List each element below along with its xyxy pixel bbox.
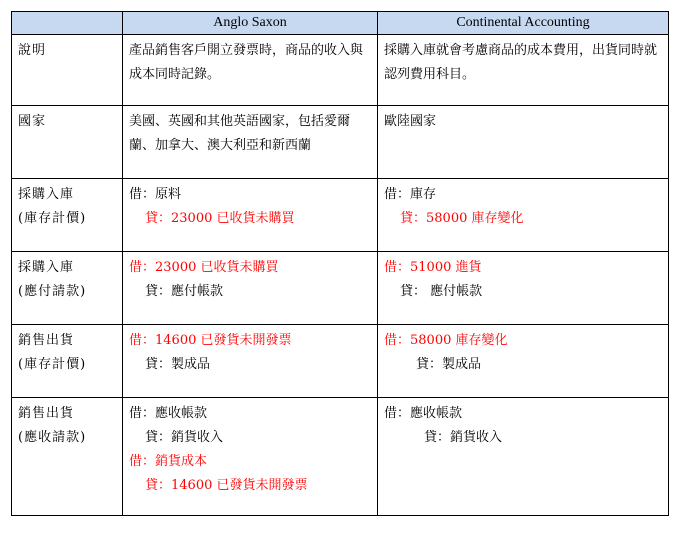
label-line: 採購入庫 <box>18 260 75 275</box>
credit-line: 貸：58000 庫存變化 <box>400 211 524 226</box>
credit-line: 貸：製成品 <box>145 357 211 372</box>
table-row-country <box>12 106 669 179</box>
label-line: 採購入庫 <box>18 187 75 202</box>
credit-line: 貸：應付帳款 <box>145 284 224 299</box>
label-line: (應付請款) <box>18 284 87 299</box>
header-row <box>12 12 669 35</box>
continental-sales-billing-cell <box>378 398 669 516</box>
accounting-comparison-table <box>11 11 669 516</box>
row-label-purchase-payable-billing <box>12 252 123 325</box>
debit-line: 借：14600 已發貨未開發票 <box>129 333 292 348</box>
credit-line: 貸：銷貨收入 <box>424 430 503 445</box>
credit-line: 貸：銷貨收入 <box>145 430 224 445</box>
label-line: 銷售出貨 <box>18 333 75 348</box>
table-row-purchase-payable-billing <box>12 252 669 325</box>
anglo-saxon-country-cell <box>123 106 378 179</box>
label-line: 銷售出貨 <box>18 406 75 421</box>
debit-line: 借：庫存 <box>384 187 437 202</box>
entry-line: 美國、英國和其他英語國家，包括愛爾蘭、加拿大、澳大利亞和新西蘭 <box>129 114 351 153</box>
credit-line: 貸：製成品 <box>416 357 482 372</box>
row-label-purchase-inventory-valuation <box>12 179 123 252</box>
label-line: 說明 <box>18 43 47 58</box>
row-label-sales-receivable-billing <box>12 398 123 516</box>
anglo-saxon-purchase-billing-cell <box>123 252 378 325</box>
table-body <box>12 35 669 516</box>
continental-purchase-billing-cell <box>378 252 669 325</box>
continental-sales-inventory-cell <box>378 325 669 398</box>
credit-line: 貸：23000 已收貨未購買 <box>145 211 295 226</box>
header-anglo-saxon: Anglo Saxon <box>123 12 378 35</box>
table-row-sales-inventory-valuation <box>12 325 669 398</box>
label-line: (應收請款) <box>18 430 87 445</box>
label-line: (庫存計價) <box>18 211 87 226</box>
anglo-saxon-sales-inventory-cell <box>123 325 378 398</box>
anglo-saxon-description-cell <box>123 35 378 106</box>
header-continental-accounting: Continental Accounting <box>378 12 669 35</box>
credit-line: 貸：14600 已發貨未開發票 <box>145 478 308 493</box>
debit-line: 借：58000 庫存變化 <box>384 333 508 348</box>
table-header <box>12 12 669 35</box>
entry-line: 歐陸國家 <box>384 114 437 129</box>
debit-line: 借：23000 已收貨未購買 <box>129 260 279 275</box>
row-label-country <box>12 106 123 179</box>
debit-line: 借：51000 進貨 <box>384 260 482 275</box>
table-row-description <box>12 35 669 106</box>
credit-line: 貸： 應付帳款 <box>400 284 483 299</box>
label-line: 國家 <box>18 114 47 129</box>
debit-line: 借：銷貨成本 <box>129 454 208 469</box>
table-row-sales-receivable-billing <box>12 398 669 516</box>
anglo-saxon-purchase-inventory-cell <box>123 179 378 252</box>
label-line: (庫存計價) <box>18 357 87 372</box>
anglo-saxon-sales-billing-cell <box>123 398 378 516</box>
debit-line: 借：原料 <box>129 187 182 202</box>
continental-description-cell <box>378 35 669 106</box>
entry-line: 採購入庫就會考慮商品的成本費用，出貨同時就認列費用科目。 <box>384 43 658 82</box>
row-label-sales-inventory-valuation <box>12 325 123 398</box>
continental-country-cell <box>378 106 669 179</box>
header-blank-cell <box>12 12 123 35</box>
continental-purchase-inventory-cell <box>378 179 669 252</box>
entry-line: 產品銷售客戶開立發票時，商品的收入與成本同時記錄。 <box>129 43 364 82</box>
table-row-purchase-inventory-valuation <box>12 179 669 252</box>
debit-line: 借：應收帳款 <box>384 406 463 421</box>
debit-line: 借：應收帳款 <box>129 406 208 421</box>
row-label-description <box>12 35 123 106</box>
